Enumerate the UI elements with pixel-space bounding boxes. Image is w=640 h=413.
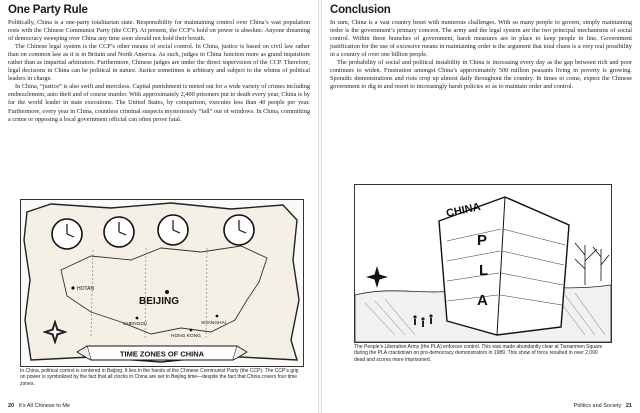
- beijing-label: BEIJING: [139, 296, 180, 307]
- left-paragraph-2: The Chinese legal system is the CCP’s other means of social control. In China, justice is based on civil law rather than on common law as it is in Britain and North America. As such, judges in China function more as grand inquisitors rather than as impartial arbitrators. Furthermore, Chinese judges are under the direct supervision of the CCP. Therefore, legal decisions in China can be political in nature. Justice sometimes is arbitrary and subject to the whims of political leaders in charge.: [8, 43, 310, 83]
- pla-letter-p: P: [477, 232, 488, 249]
- right-page-body: [330, 19, 632, 91]
- compass-star-icon: [366, 266, 388, 288]
- clock-icon: [104, 217, 134, 247]
- pla-letter-l: L: [479, 262, 489, 279]
- right-page-heading: Conclusion: [330, 4, 391, 16]
- right-page-number: 21: [625, 403, 632, 409]
- china-wall-label: CHINA: [445, 200, 482, 220]
- right-paragraph-2: The probability of social and political instability in China is increasing every day as the gap between rich and poor continues to widen. Frustration amongst China’s approximately 500 million peasants living in poverty is growing. Sporadic demonstrations and riots crop up almost daily throughout the country. In times to come, expect the Chinese government to dig in and resort to increasingly harsh policies so as to maintain order and control.: [330, 59, 632, 91]
- time-zones-illustration: [20, 199, 304, 367]
- left-page: [0, 0, 318, 413]
- left-page-heading: One Party Rule: [8, 4, 88, 16]
- clock-icon: [158, 215, 188, 245]
- chengdu-dot: [136, 317, 139, 320]
- chengdu-label: CHENGDU: [123, 322, 148, 327]
- time-zones-banner-text: TIME ZONES OF CHINA: [119, 349, 205, 359]
- hotan-dot: [71, 286, 74, 289]
- right-running-title: Politics and Society: [573, 403, 622, 409]
- pla-letter-a: A: [477, 292, 488, 309]
- left-figure-caption: In China, political control is centered in Beijing. It lies in the hands of the Chinese Communist Party (the CCP). The CCP’s grip on power is symbolized by the fact that all clocks in China are set to Beijing time—despite the fact that China covers four time zones.: [20, 368, 299, 387]
- right-paragraph-1: In sum, China is a vast country beset with numerous challenges. With so many people to govern, simply maintaining order is the government’s primary concern. The army and the legal system are the two principal mechanisms of social control. Within these branches of government, harsh measures are in place to keep people in line. Government justification for the use of excessive means in maintaining order is the argument that total chaos is a very real possibility in a country of over one billion people.: [330, 19, 632, 59]
- pla-wall-illustration: [354, 184, 612, 343]
- hong-kong-dot: [190, 329, 193, 332]
- pla-wall-drawing: [355, 185, 611, 342]
- hong-kong-label: HONG KONG: [171, 334, 201, 339]
- left-paragraph-1: Politically, China is a one-party totalitarian state. Responsibility for maintaining control over China’s vast population rests with the Chinese Communist Party (the CCP). At present, the CCP’s hold on power is absolute. Anyone dreaming of democracy sweeping over China any time soon should not hold their breath.: [8, 19, 310, 43]
- clock-icon: [52, 219, 82, 249]
- hotan-label: HOTAN: [77, 286, 95, 292]
- beijing-dot: [165, 290, 169, 294]
- left-page-number: 20: [8, 403, 15, 409]
- clock-icon: [224, 215, 254, 245]
- shanghai-dot: [216, 315, 219, 318]
- right-page: [322, 0, 640, 413]
- right-figure-caption: The People’s Liberation Army (the PLA) enforces control. This was made abundantly clear at Tiananmen Square during the PLA crackdown on pro-democracy demonstrators in 1989. This show of force resulted in over 2,000 dead and scores more imprisoned.: [354, 344, 603, 363]
- shanghai-label: SHANGHAI: [201, 321, 227, 326]
- time-zones-map-drawing: [21, 200, 303, 366]
- left-paragraph-3: In China, “justice” is also swift and merciless. Capital punishment is meted out for a wide variety of crimes including embezzlement, auto theft and of course murder. With approximately 2,400 prisoners put to death every year, China is by far the world leader in state executions. The United States, by comparison, executes less than 40 people per year. Furthermore, every year in China, countless criminal suspects mysteriously “fall” out of windows. In China, committing a crime or opposing a local government official can often prove fatal.: [8, 83, 310, 123]
- right-footer: [574, 403, 632, 409]
- left-running-title: It’s All Chinese to Me: [18, 403, 70, 409]
- left-page-body: [8, 19, 310, 124]
- left-footer: [8, 403, 70, 409]
- tree-icon: [575, 243, 609, 285]
